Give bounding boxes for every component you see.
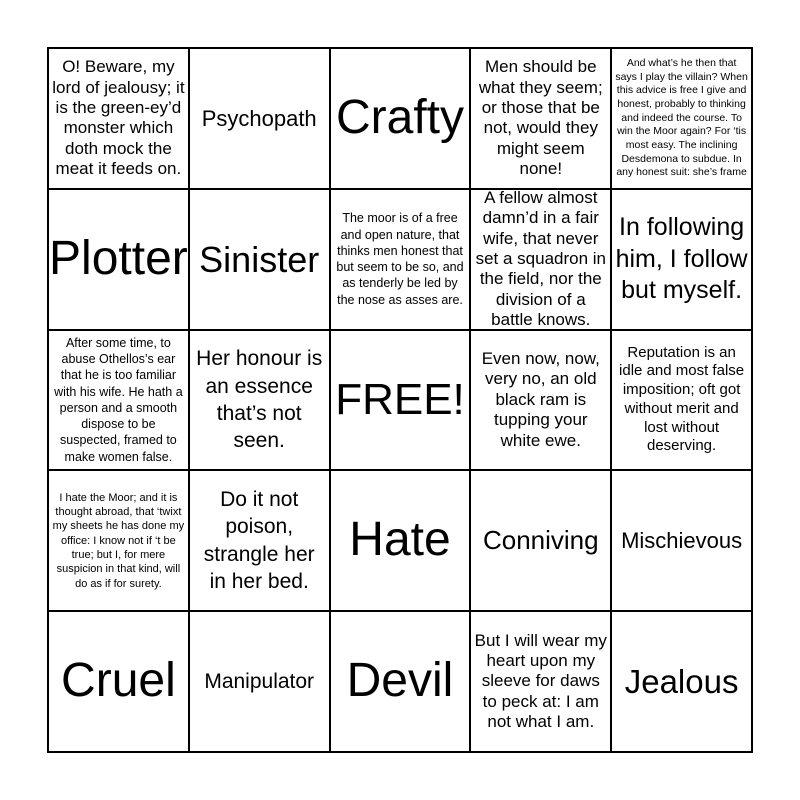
bingo-cell[interactable] [470, 470, 611, 611]
bingo-card [47, 47, 753, 753]
cell-text: Devil [346, 654, 454, 708]
bingo-cell[interactable] [189, 330, 330, 471]
cell-text: Hate [349, 513, 451, 567]
bingo-cell[interactable] [189, 470, 330, 611]
bingo-cell[interactable] [470, 330, 611, 471]
bingo-cell[interactable] [48, 470, 189, 611]
cell-text: In following him, I follow but myself. [615, 213, 748, 304]
bingo-cell[interactable] [611, 611, 752, 752]
bingo-cell[interactable] [330, 189, 471, 330]
cell-text: Psychopath [201, 105, 317, 131]
cell-text: Sinister [199, 238, 320, 280]
cell-text: And what’s he then that says I play the villain? When this advice is free I give and honest, probably to thinking and indeed the course. To win the Moor again? For ‘tis most easy. The inclining Desdemona to subdue. In any honest suit: she’s frame [615, 57, 748, 179]
free-space[interactable] [330, 330, 471, 471]
bingo-cell[interactable] [330, 611, 471, 752]
bingo-cell[interactable] [611, 330, 752, 471]
cell-text: FREE! [335, 374, 465, 424]
cell-text: Plotter [49, 231, 188, 285]
cell-text: A fellow almost damn’d in a fair wife, that never set a squadron in the field, nor the division of a battle knows. [475, 188, 606, 330]
cell-text: Manipulator [204, 669, 315, 693]
cell-text: Reputation is an idle and most false imposition; oft got without merit and lost without deserving. [619, 343, 745, 455]
cell-text: But I will wear my heart upon my sleeve for daws to peck at: I am not what I am. [474, 630, 607, 732]
bingo-cell[interactable] [611, 470, 752, 611]
cell-text: Do it not poison, strangle her in her bed. [203, 488, 315, 594]
bingo-cell[interactable] [189, 48, 330, 189]
bingo-cell[interactable] [611, 48, 752, 189]
cell-text: Conniving [482, 524, 599, 555]
bingo-cell[interactable] [48, 48, 189, 189]
cell-text: After some time, to abuse Othellos’s ear that he is too familiar with his wife. He hath a person and a smooth dispose to be suspected, framed to make women false. [54, 335, 183, 464]
bingo-cell[interactable] [470, 48, 611, 189]
cell-text: Mischievous [621, 528, 743, 554]
cell-text: Her honour is an essence that’s not seen. [196, 347, 323, 453]
bingo-cell[interactable] [470, 189, 611, 330]
cell-text: Men should be what they seem; or those that be not, would they might seem none! [478, 57, 603, 179]
bingo-cell[interactable] [330, 48, 471, 189]
bingo-cell[interactable] [189, 189, 330, 330]
cell-text: Jealous [624, 662, 739, 700]
cell-text: O! Beware, my lord of jealousy; it is the green-ey’d monster which doth mock the meat it feeds on. [52, 57, 185, 179]
bingo-cell[interactable] [189, 611, 330, 752]
cell-text: Even now, now, very no, an old black ram is tupping your white ewe. [481, 349, 600, 450]
bingo-cell[interactable] [611, 189, 752, 330]
bingo-cell[interactable] [330, 470, 471, 611]
cell-text: Crafty [335, 91, 464, 144]
bingo-cell[interactable] [48, 330, 189, 471]
bingo-cell[interactable] [470, 611, 611, 752]
bingo-cell[interactable] [48, 189, 189, 330]
bingo-cell[interactable] [48, 611, 189, 752]
cell-text: The moor is of a free and open nature, that thinks men honest that but seem to be so, and as tenderly be led by the nose as asses are. [336, 211, 464, 307]
cell-text: I hate the Moor; and it is thought abroad, that ‘twixt my sheets he has done my office: I know not if ‘t be true; but I, for mere suspicion in that kind, will do as if for surety. [52, 491, 185, 590]
cell-text: Cruel [61, 654, 176, 708]
